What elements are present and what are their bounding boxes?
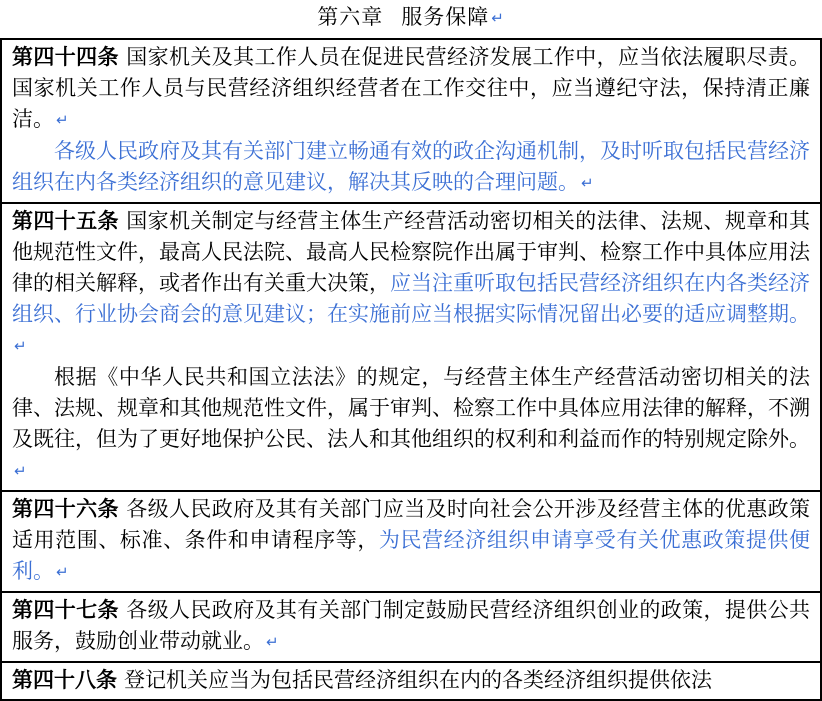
article-text: 国家机关制定与经营主体生产经营活动密切相关的法律、法规、规章和其他规范性文件，最高人民法院、最高人民检察院作出属于审判、检察工作中具体应用法律的相关解释，或者作出有关重大决策， xyxy=(12,209,811,295)
article-paragraph xyxy=(12,42,810,136)
paragraph-mark-icon: ↵ xyxy=(266,634,279,651)
article-text: 各级人民政府及其有关部门应当及时向社会公开涉及经营主体的优惠政策适用范围、标准、条件和申请程序等， xyxy=(12,497,811,552)
chapter-title-text: 服务保障 xyxy=(401,5,490,29)
article-text: 根据《中华人民共和国立法法》的规定，与经营主体生产经营活动密切相关的法律、法规、规章和其他规范性文件，属于审判、检察工作中具体应用法律的解释，不溯及既往，但为了更好地保护公民、法人和其他组织的权利和利益而作的特别规定除外。 xyxy=(12,365,810,451)
paragraph-mark-icon: ↵ xyxy=(14,463,27,480)
paragraph-mark-icon: ↵ xyxy=(581,175,594,192)
article-number: 第四十七条 xyxy=(12,598,119,622)
article-text: 国家机关及其工作人员在促进民营经济发展工作中，应当依法履职尽责。国家机关工作人员与民营经济组织经营者在工作交往中，应当遵纪守法，保持清正廉洁。 xyxy=(12,45,811,131)
paragraph-mark-icon: ↵ xyxy=(56,564,69,581)
chapter-heading xyxy=(0,0,822,38)
article-paragraph xyxy=(12,206,810,362)
article-number: 第四十四条 xyxy=(12,45,119,69)
chapter-number: 第六章 xyxy=(317,5,384,29)
article-paragraph xyxy=(12,494,810,588)
table-row xyxy=(2,593,820,663)
article-text-highlight: 为民营经济组织申请享受有关优惠政策提供便利。 xyxy=(12,528,811,583)
table-row xyxy=(2,492,820,593)
paragraph-mark-icon: ↵ xyxy=(491,10,505,27)
article-paragraph xyxy=(12,362,810,487)
table-row xyxy=(2,663,820,699)
paragraph-mark-icon: ↵ xyxy=(56,112,69,129)
table-row xyxy=(2,40,820,204)
article-text: 登记机关应当为包括民营经济组织在内的各类经济组织提供依法 xyxy=(124,668,712,692)
article-paragraph xyxy=(12,595,810,658)
article-number: 第四十八条 xyxy=(12,668,117,692)
article-number: 第四十六条 xyxy=(12,497,119,521)
articles-table xyxy=(0,38,822,701)
article-paragraph xyxy=(12,665,810,696)
article-text: 各级人民政府及其有关部门建立畅通有效的政企沟通机制，及时听取包括民营经济组织在内各类经济组织的意见建议，解决其反映的合理问题。 xyxy=(12,139,810,194)
article-text-highlight: 应当注重听取包括民营经济组织在内各类经济组织、行业协会商会的意见建议；在实施前应当根据实际情况留出必要的适应调整期。 xyxy=(12,271,810,326)
table-row xyxy=(2,204,820,492)
article-number: 第四十五条 xyxy=(12,209,119,233)
article-paragraph xyxy=(12,136,810,199)
article-text: 各级人民政府及其有关部门制定鼓励民营经济组织创业的政策，提供公共服务，鼓励创业带动就业。 xyxy=(12,598,811,653)
paragraph-mark-icon: ↵ xyxy=(14,338,27,355)
